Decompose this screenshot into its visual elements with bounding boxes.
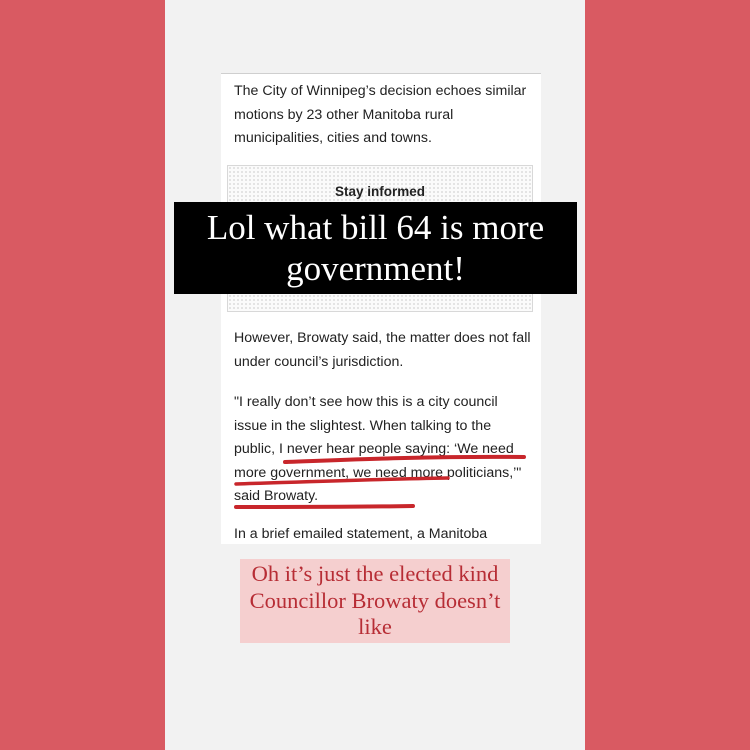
overlay-banner-text: Lol what bill 64 is more government! [206,208,545,288]
overlay-caption-text: Oh it’s just the elected kind Councillor Browaty doesn’t like [249,561,501,640]
article-paragraph-4: In a brief emailed statement, a Manitoba [234,526,488,542]
article-paragraph-2: However, Browaty said, the matter does not fall under council’s jurisdiction. [234,330,531,370]
overlay-caption [240,559,510,643]
article-paragraph-1: The City of Winnipeg’s decision echoes similar motions by 23 other Manitoba rural municipalities, cities and towns. [234,83,527,146]
article-quote-paragraph: "I really don’t see how this is a city council issue in the slightest. When talking to the public, I never hear people saying: ‘We need more government, we need more politicians,’" said Browaty. [234,394,522,504]
overlay-banner [174,202,577,294]
stay-informed-title: Stay informed [334,184,426,199]
article-screenshot [221,73,541,544]
